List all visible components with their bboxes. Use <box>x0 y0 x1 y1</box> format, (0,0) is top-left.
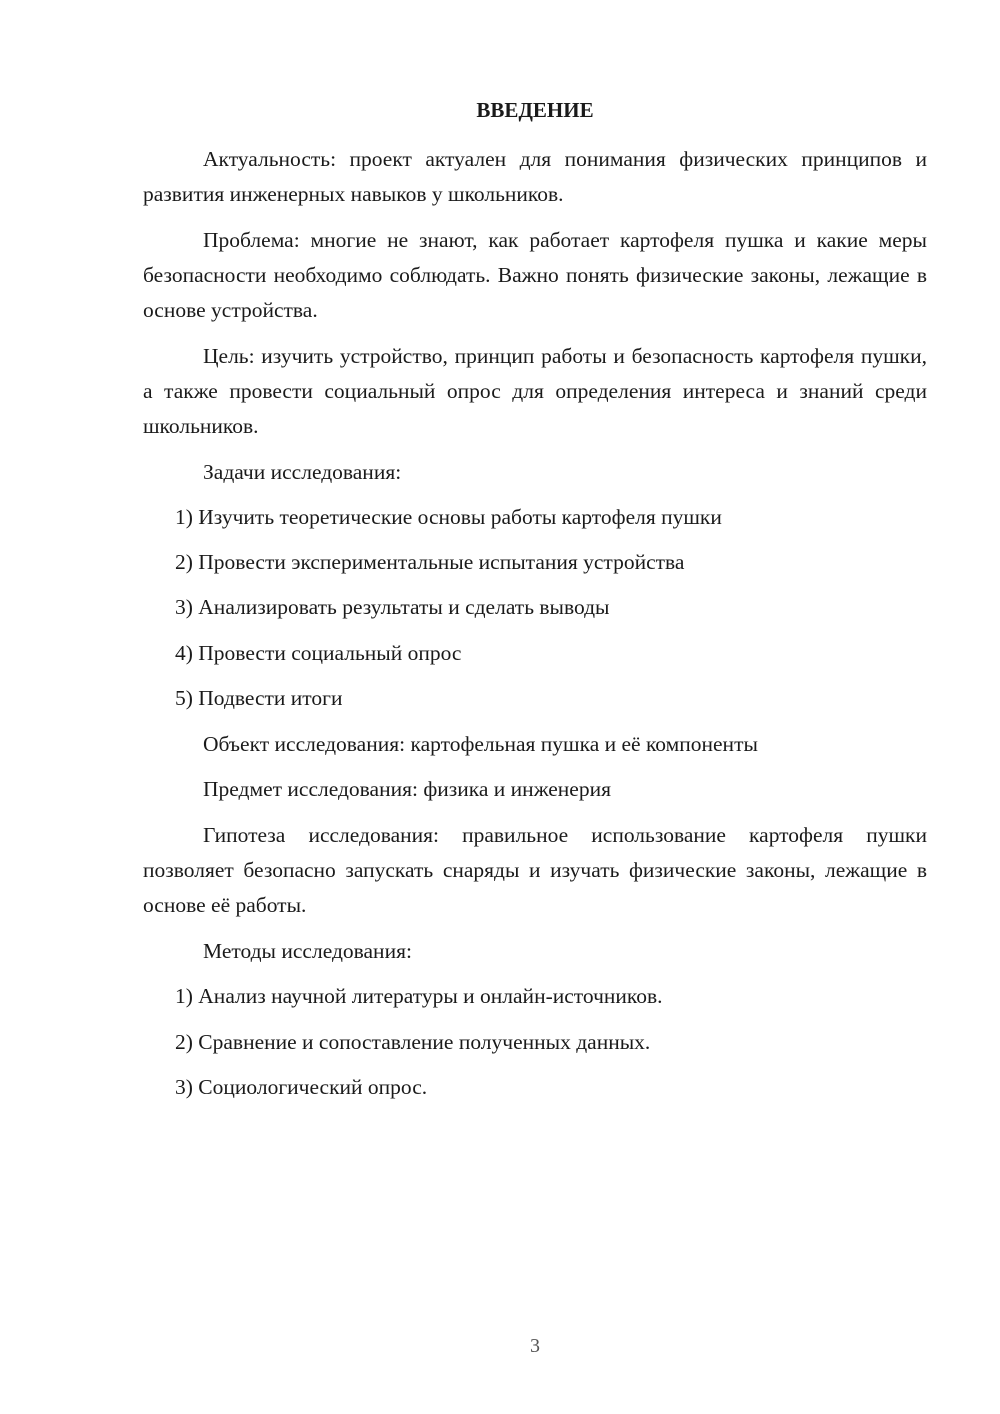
task-item: 2) Провести экспериментальные испытания устройства <box>175 550 685 574</box>
actuality-paragraph: Актуальность: проект актуален для понимания физических принципов и развития инженерных навыков у школьников. <box>143 147 927 206</box>
task-item: 1) Изучить теоретические основы работы картофеля пушки <box>175 505 722 529</box>
object-line: Объект исследования: картофельная пушка и её компоненты <box>203 732 758 756</box>
tasks-title: Задачи исследования: <box>203 460 402 484</box>
hypothesis-paragraph: Гипотеза исследования: правильное использование картофеля пушки позволяет безопасно запускать снаряды и изучать физические законы, лежащие в основе её работы. <box>143 823 927 917</box>
subject-line: Предмет исследования: физика и инженерия <box>203 777 611 801</box>
goal-paragraph: Цель: изучить устройство, принцип работы и безопасность картофеля пушки, а также провести социальный опрос для определения интереса и знаний среди школьников. <box>143 344 927 438</box>
task-item: 4) Провести социальный опрос <box>175 641 462 665</box>
method-item: 1) Анализ научной литературы и онлайн-источников. <box>175 984 663 1008</box>
page-title: ВВЕДЕНИЕ <box>476 98 594 122</box>
methods-title: Методы исследования: <box>203 939 412 963</box>
document-page <box>143 0 927 1414</box>
task-item: 5) Подвести итоги <box>175 686 343 710</box>
method-item: 2) Сравнение и сопоставление полученных данных. <box>175 1030 651 1054</box>
problem-paragraph: Проблема: многие не знают, как работает картофеля пушка и какие меры безопасности необходимо соблюдать. Важно понять физические законы, лежащие в основе устройства. <box>143 228 927 322</box>
method-item: 3) Социологический опрос. <box>175 1075 428 1099</box>
page-number: 3 <box>530 1335 540 1357</box>
task-item: 3) Анализировать результаты и сделать выводы <box>175 595 610 619</box>
